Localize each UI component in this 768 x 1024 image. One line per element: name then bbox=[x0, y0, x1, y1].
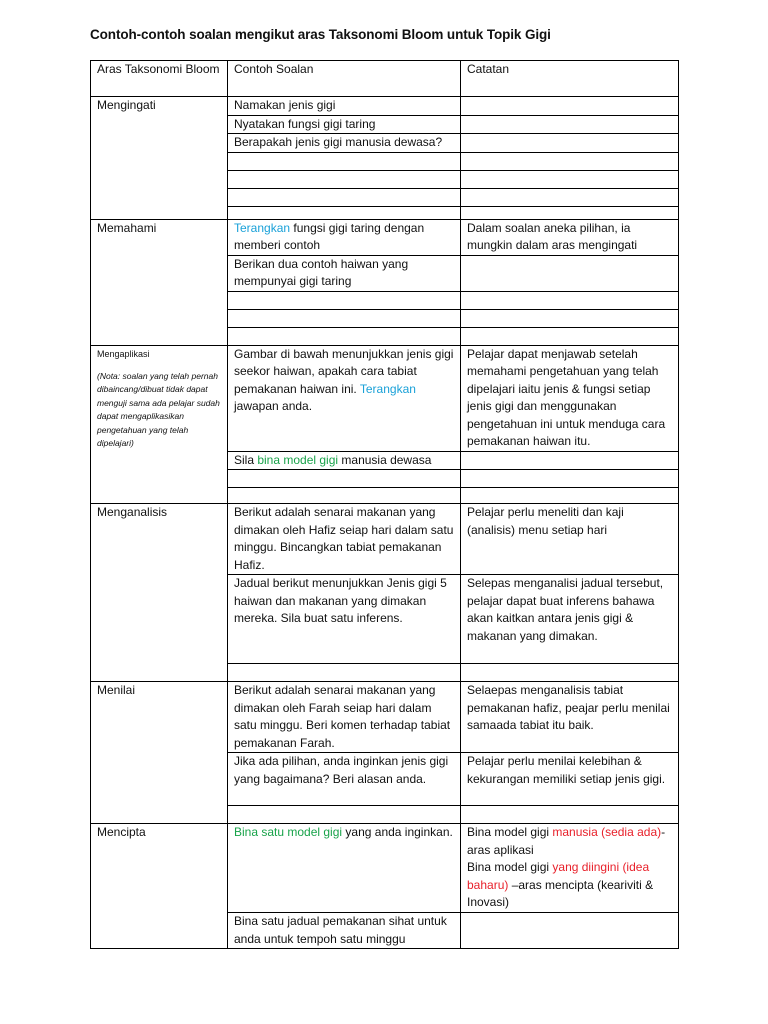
question-cell: Bina satu jadual pemakanan sihat untuk anda untuk tempoh satu minggu bbox=[228, 913, 461, 949]
notes-line bbox=[467, 859, 674, 912]
level-mencipta: Mencipta bbox=[91, 824, 228, 949]
notes-cell bbox=[461, 97, 679, 116]
table-row bbox=[91, 97, 679, 116]
question-cell: Berikan dua contoh haiwan yang mempunyai gigi taring bbox=[228, 255, 461, 291]
question-cell bbox=[228, 309, 461, 327]
notes-cell bbox=[461, 913, 679, 949]
question-text: jawapan anda. bbox=[234, 399, 313, 413]
highlight-text: Terangkan bbox=[359, 381, 416, 396]
question-cell bbox=[228, 345, 461, 451]
notes-cell bbox=[461, 206, 679, 219]
question-cell: Jika ada pilihan, anda inginkan jenis gigi yang bagaimana? Beri alasan anda. bbox=[228, 753, 461, 806]
highlight-text: yang diingini (idea baharu) bbox=[467, 860, 650, 892]
notes-cell bbox=[461, 327, 679, 345]
notes-cell bbox=[461, 470, 679, 488]
level-label: Mengaplikasi bbox=[97, 348, 150, 359]
notes-cell bbox=[461, 291, 679, 309]
question-cell: Namakan jenis gigi bbox=[228, 97, 461, 116]
highlight-text: Bina satu model gigi bbox=[234, 825, 343, 839]
question-cell bbox=[228, 470, 461, 488]
notes-cell: Pelajar perlu menilai kelebihan & kekurangan memiliki setiap jenis gigi. bbox=[461, 753, 679, 806]
bloom-taxonomy-table bbox=[90, 60, 679, 949]
question-cell: Nyatakan fungsi gigi taring bbox=[228, 115, 461, 134]
question-cell bbox=[228, 152, 461, 170]
highlight-text: Terangkan bbox=[234, 220, 291, 235]
header-level: Aras Taksonomi Bloom bbox=[91, 61, 228, 97]
notes-cell bbox=[461, 188, 679, 206]
notes-cell: Pelajar perlu meneliti dan kaji (analisis) menu setiap hari bbox=[461, 504, 679, 575]
highlight-text: bina model gigi bbox=[257, 452, 339, 467]
notes-cell bbox=[461, 255, 679, 291]
notes-cell: Pelajar dapat menjawab setelah memahami pengetahuan yang telah dipelajari iaitu jenis & fungsi setiap jenis gigi dan menggunakan pengetahuan ini untuk menduga cara pemakanan haiwan itu. bbox=[461, 345, 679, 451]
question-text: yang anda inginkan. bbox=[342, 825, 453, 839]
question-cell bbox=[228, 488, 461, 504]
question-text: manusia dewasa bbox=[338, 452, 432, 467]
table-row bbox=[91, 345, 679, 451]
level-mengaplikasi bbox=[91, 345, 228, 504]
notes-cell: Dalam soalan aneka pilihan, ia mungkin dalam aras mengingati bbox=[461, 219, 679, 255]
level-note: (Nota: soalan yang telah pernah dibaincang/dibuat tidak dapat menguji sama ada pelajar sudah dapat mengaplikasikan pengetahuan yang telah dipelajari) bbox=[97, 370, 220, 448]
question-cell bbox=[228, 806, 461, 824]
table-row bbox=[91, 219, 679, 255]
question-text: fungsi gigi taring dengan memberi contoh bbox=[234, 220, 425, 252]
level-menilai: Menilai bbox=[91, 682, 228, 824]
question-cell bbox=[228, 188, 461, 206]
question-cell bbox=[228, 824, 461, 913]
notes-cell bbox=[461, 664, 679, 682]
table-header-row bbox=[91, 61, 679, 97]
notes-text: Bina model gigi bbox=[467, 825, 553, 839]
question-cell bbox=[228, 664, 461, 682]
document-title: Contoh-contoh soalan mengikut aras Taksonomi Bloom untuk Topik Gigi bbox=[90, 27, 551, 42]
table-row bbox=[91, 824, 679, 913]
question-cell: Berapakah jenis gigi manusia dewasa? bbox=[228, 134, 461, 153]
question-cell bbox=[228, 170, 461, 188]
question-cell bbox=[228, 327, 461, 345]
header-notes: Catatan bbox=[461, 61, 679, 97]
notes-cell bbox=[461, 824, 679, 913]
table-row bbox=[91, 504, 679, 575]
notes-cell bbox=[461, 806, 679, 824]
level-menganalisis: Menganalisis bbox=[91, 504, 228, 682]
question-cell: Berikut adalah senarai makanan yang dimakan oleh Farah seiap hari dalam satu minggu. Beri komen terhadap tabiat pemakanan Farah. bbox=[228, 682, 461, 753]
question-cell bbox=[228, 291, 461, 309]
level-mengingati: Mengingati bbox=[91, 97, 228, 220]
notes-line bbox=[467, 824, 674, 859]
question-cell bbox=[228, 219, 461, 255]
notes-cell bbox=[461, 170, 679, 188]
level-memahami: Memahami bbox=[91, 219, 228, 345]
notes-text: - aras aplikasi bbox=[467, 825, 666, 857]
notes-text: –aras mencipta (keariviti & Inovasi) bbox=[467, 877, 654, 909]
question-text: Gambar di bawah menunjukkan jenis gigi seekor haiwan, apakah cara tabiat pemakanan haiwan ini. bbox=[234, 346, 454, 396]
notes-cell: Selaepas menganalisis tabiat pemakanan hafiz, peajar perlu menilai samaada tabiat itu baik. bbox=[461, 682, 679, 753]
highlight-text: manusia (sedia ada) bbox=[552, 825, 662, 839]
table-row bbox=[91, 682, 679, 753]
notes-cell bbox=[461, 309, 679, 327]
notes-cell bbox=[461, 488, 679, 504]
notes-cell bbox=[461, 115, 679, 134]
notes-cell bbox=[461, 152, 679, 170]
notes-cell bbox=[461, 451, 679, 470]
question-text: Sila bbox=[234, 452, 258, 467]
question-cell: Berikut adalah senarai makanan yang dimakan oleh Hafiz seiap hari dalam satu minggu. Bincangkan tabiat pemakanan Hafiz. bbox=[228, 504, 461, 575]
notes-cell bbox=[461, 134, 679, 153]
notes-text: Bina model gigi bbox=[467, 860, 553, 874]
question-cell bbox=[228, 206, 461, 219]
question-cell: Jadual berikut menunjukkan Jenis gigi 5 haiwan dan makanan yang dimakan mereka. Sila buat satu inferens. bbox=[228, 575, 461, 664]
question-cell bbox=[228, 451, 461, 470]
notes-cell: Selepas menganalisi jadual tersebut, pelajar dapat buat inferens bahawa akan kaitkan antara jenis gigi & makanan yang dimakan. bbox=[461, 575, 679, 664]
header-question: Contoh Soalan bbox=[228, 61, 461, 97]
